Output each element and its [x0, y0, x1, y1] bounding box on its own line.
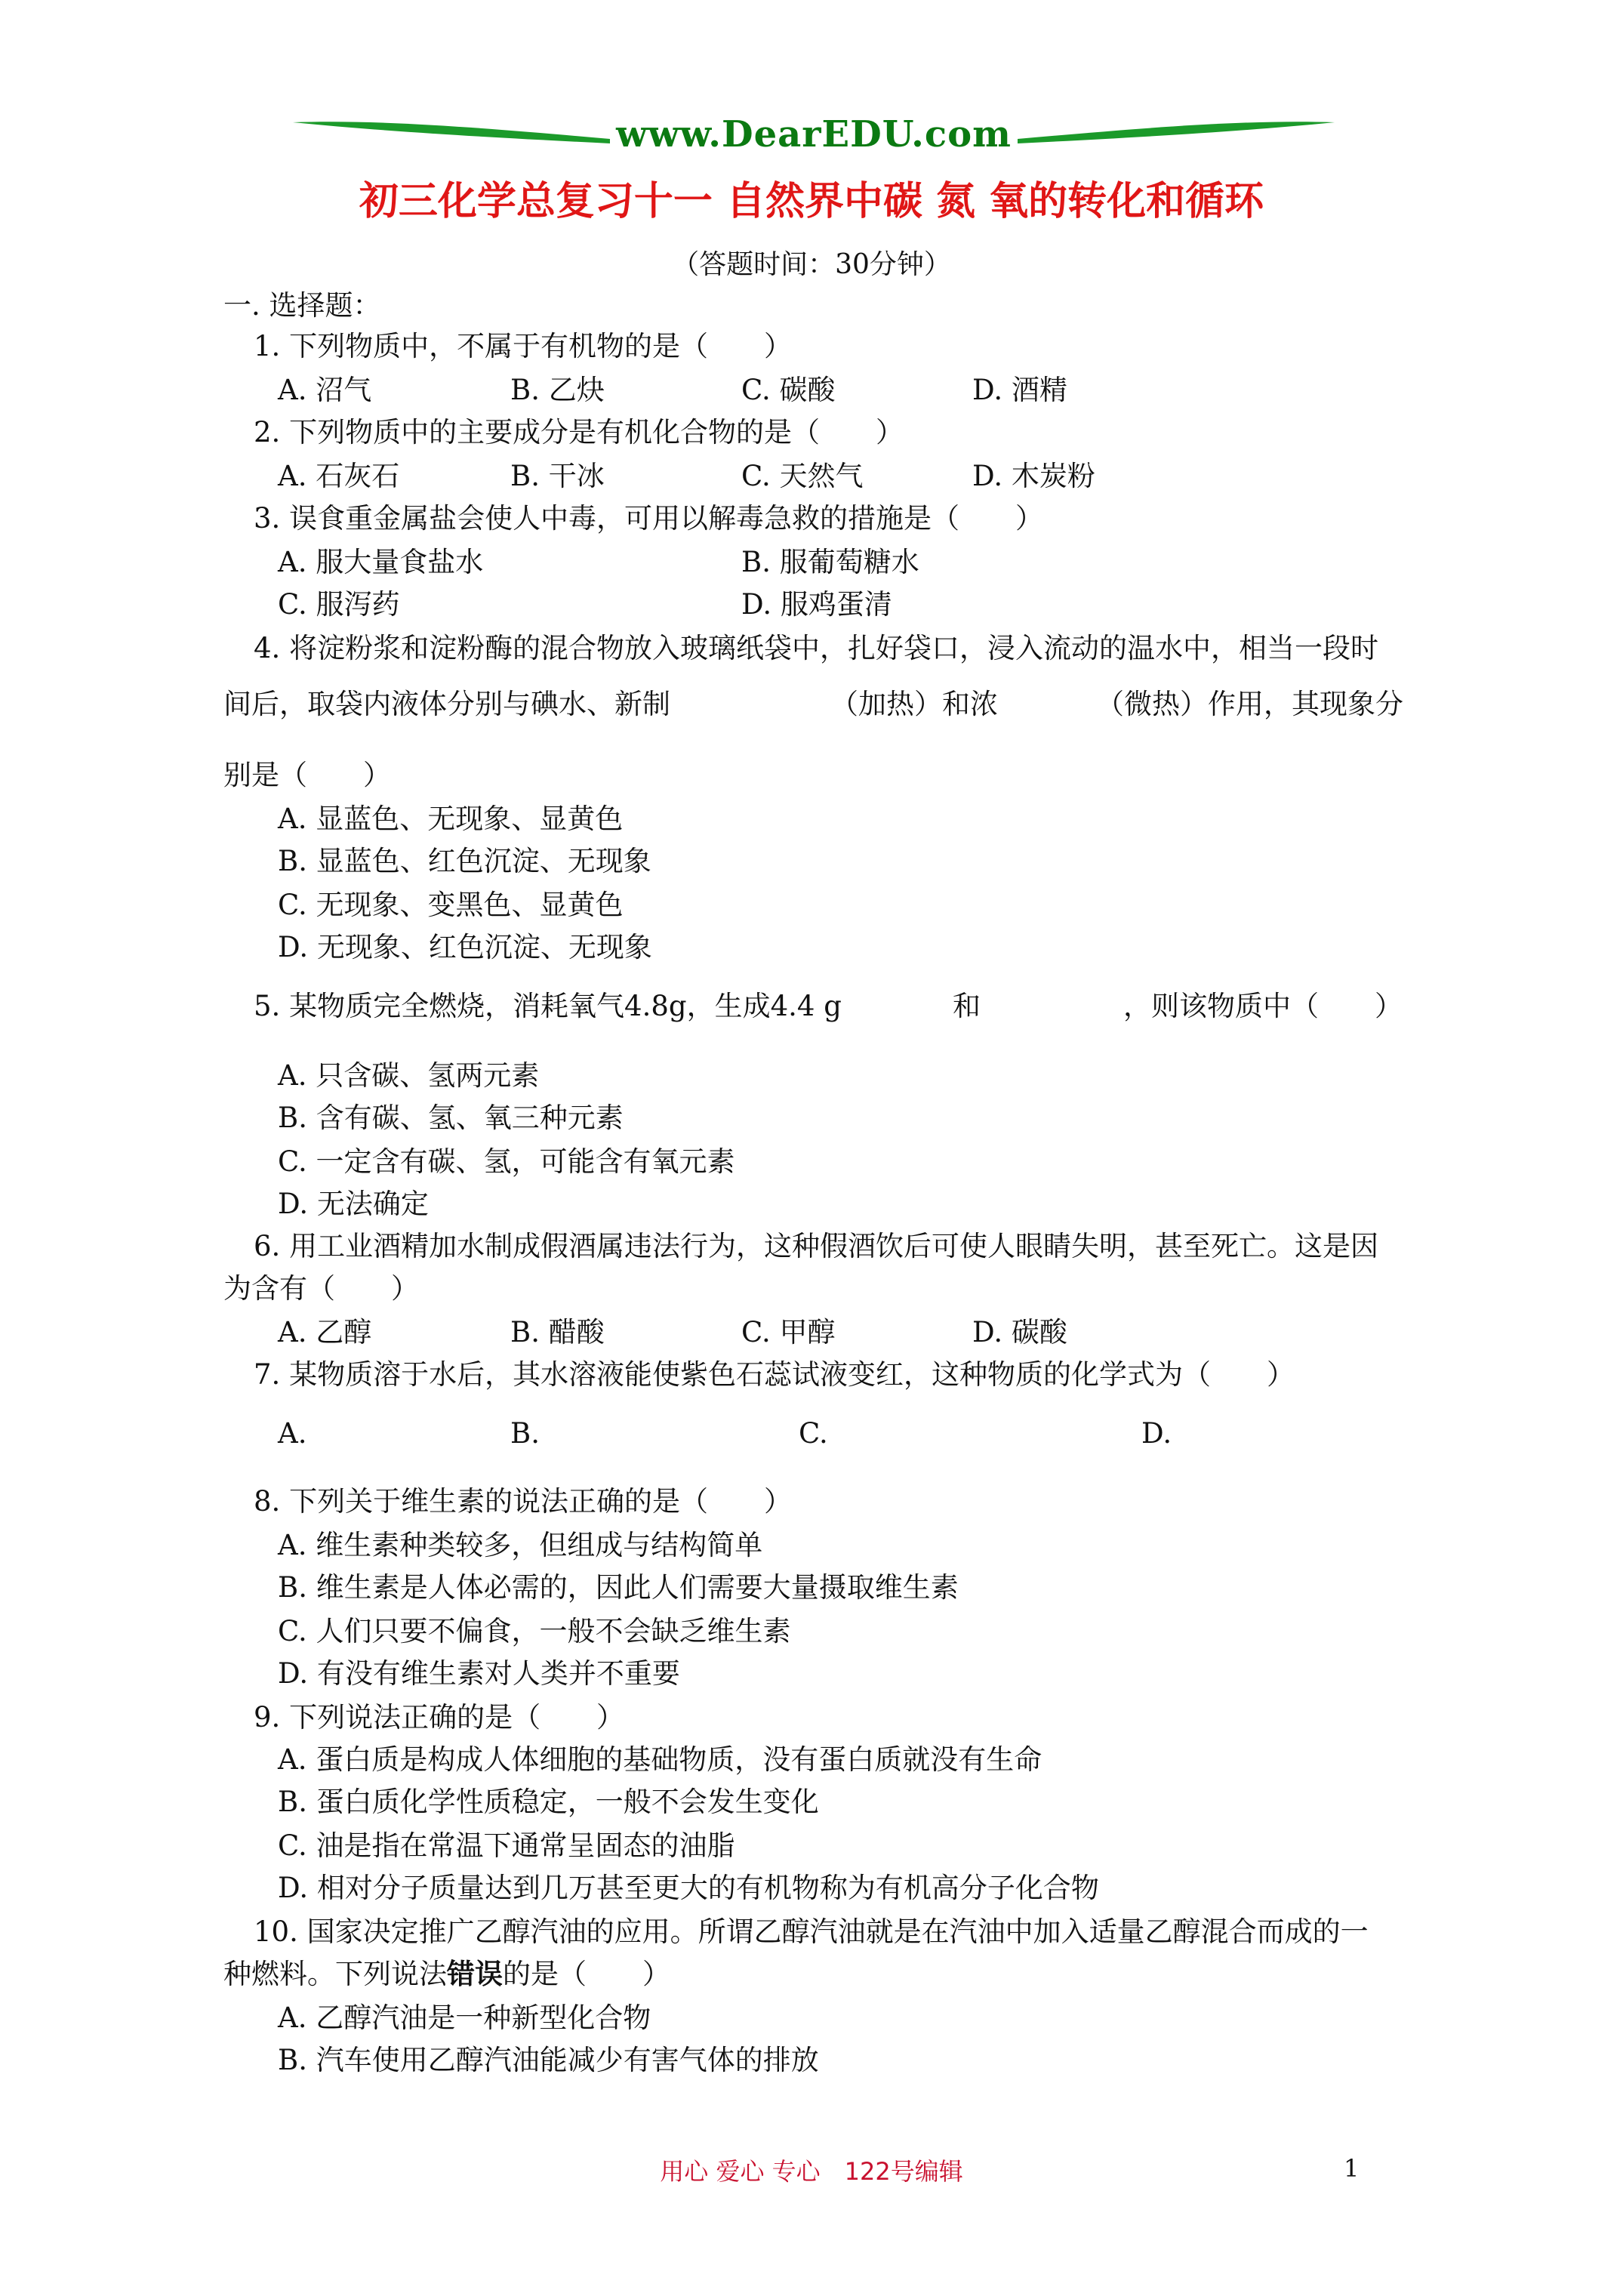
question-2: 2. 下列物质中的主要成分是有机化合物的是（ ）	[254, 416, 904, 448]
q2-option-b: B. 干冰	[510, 460, 605, 492]
q1-option-c: C. 碳酸	[741, 374, 836, 406]
question-4-line-1: 4. 将淀粉浆和淀粉酶的混合物放入玻璃纸袋中，扎好袋口，浸入流动的温水中，相当一段时	[254, 632, 1379, 664]
q4-option-b: B. 显蓝色、红色沉淀、无现象	[278, 845, 651, 877]
q3-option-a: A. 服大量食盐水	[278, 546, 484, 578]
q5-option-d: D. 无法确定	[278, 1188, 429, 1220]
q8-option-c: C. 人们只要不偏食，一般不会缺乏维生素	[278, 1615, 791, 1647]
site-name: www.DearEDU.com	[616, 113, 1012, 156]
q6-option-a: A. 乙醇	[278, 1316, 372, 1348]
section-heading: 一. 选择题：	[223, 289, 381, 322]
question-10-line-2-start: 种燃料。下列说法	[223, 1958, 447, 1990]
q4-option-a: A. 显蓝色、无现象、显黄色	[278, 803, 624, 835]
q8-option-b: B. 维生素是人体必需的，因此人们需要大量摄取维生素	[278, 1571, 959, 1604]
question-3: 3. 误食重金属盐会使人中毒，可用以解毒急救的措施是（ ）	[254, 502, 1044, 535]
page-title: 初三化学总复习十一 自然界中碳 氮 氧的转化和循环	[359, 179, 1264, 224]
question-4-line-3: 别是（ ）	[223, 759, 391, 791]
q9-option-a: A. 蛋白质是构成人体细胞的基础物质，没有蛋白质就没有生命	[278, 1743, 1042, 1776]
question-1: 1. 下列物质中，不属于有机物的是（ ）	[254, 330, 793, 362]
question-6-line-1: 6. 用工业酒精加水制成假酒属违法行为，这种假酒饮后可使人眼睛失明，甚至死亡。这是因	[254, 1230, 1379, 1262]
q10-option-a: A. 乙醇汽油是一种新型化合物	[278, 2002, 651, 2034]
q8-option-a: A. 维生素种类较多，但组成与结构简单	[278, 1529, 763, 1561]
question-4-line-2-end: （微热）作用，其现象分	[1096, 688, 1403, 720]
q7-option-a: A.	[278, 1417, 307, 1450]
page-subtitle: （答题时间：30分钟）	[672, 249, 951, 280]
question-4-line-2: 间后，取袋内液体分别与碘水、新制	[223, 688, 670, 720]
q6-option-b: B. 醋酸	[510, 1316, 605, 1348]
q3-option-b: B. 服葡萄糖水	[741, 546, 919, 578]
question-10-emphasis: 错误	[447, 1957, 503, 1990]
q10-option-b: B. 汽车使用乙醇汽油能减少有害气体的排放	[278, 2044, 819, 2076]
question-5-part-1: 5. 某物质完全燃烧，消耗氧气4.8g，生成4.4 g	[254, 990, 842, 1022]
q3-option-c: C. 服泻药	[278, 588, 400, 621]
question-5-part-2: 和	[953, 990, 981, 1022]
question-10-line-2-end: 的是（ ）	[503, 1958, 670, 1990]
q1-option-a: A. 沼气	[278, 374, 372, 406]
question-4-line-2-mid: （加热）和浓	[830, 688, 998, 720]
question-5-part-3: ，则该物质中（ ）	[1123, 990, 1403, 1022]
q6-option-c: C. 甲醇	[741, 1316, 836, 1348]
q9-option-c: C. 油是指在常温下通常呈固态的油脂	[278, 1829, 735, 1862]
q5-option-a: A. 只含碳、氢两元素	[278, 1059, 540, 1092]
question-9: 9. 下列说法正确的是（ ）	[254, 1701, 625, 1734]
q3-option-d: D. 服鸡蛋清	[741, 588, 892, 621]
q7-option-d: D.	[1141, 1417, 1172, 1450]
site-banner	[293, 106, 1335, 166]
question-10-line-1: 10. 国家决定推广乙醇汽油的应用。所谓乙醇汽油就是在汽油中加入适量乙醇混合而成的一	[254, 1915, 1369, 1948]
q5-option-c: C. 一定含有碳、氢，可能含有氧元素	[278, 1145, 735, 1178]
q4-option-c: C. 无现象、变黑色、显黄色	[278, 889, 624, 921]
q4-option-d: D. 无现象、红色沉淀、无现象	[278, 931, 652, 963]
question-7: 7. 某物质溶于水后，其水溶液能使紫色石蕊试液变红，这种物质的化学式为（ ）	[254, 1358, 1295, 1391]
q8-option-d: D. 有没有维生素对人类并不重要	[278, 1657, 680, 1690]
q2-option-a: A. 石灰石	[278, 460, 400, 492]
question-6-line-2: 为含有（ ）	[223, 1272, 419, 1305]
question-8: 8. 下列关于维生素的说法正确的是（ ）	[254, 1485, 793, 1518]
q5-option-b: B. 含有碳、氢、氧三种元素	[278, 1102, 624, 1134]
q2-option-d: D. 木炭粉	[972, 460, 1095, 492]
q6-option-d: D. 碳酸	[972, 1316, 1067, 1348]
q7-option-b: B.	[510, 1417, 540, 1450]
question-10-line-2	[223, 1957, 670, 1990]
page-number: 1	[1344, 2154, 1360, 2183]
q9-option-d: D. 相对分子质量达到几万甚至更大的有机物称为有机高分子化合物	[278, 1872, 1099, 1904]
footer-text: 用心 爱心 专心 122号编辑	[660, 2157, 963, 2186]
q9-option-b: B. 蛋白质化学性质稳定，一般不会发生变化	[278, 1786, 819, 1818]
q2-option-c: C. 天然气	[741, 460, 864, 492]
q1-option-d: D. 酒精	[972, 374, 1067, 406]
q1-option-b: B. 乙炔	[510, 374, 605, 406]
q7-option-c: C.	[799, 1417, 828, 1450]
